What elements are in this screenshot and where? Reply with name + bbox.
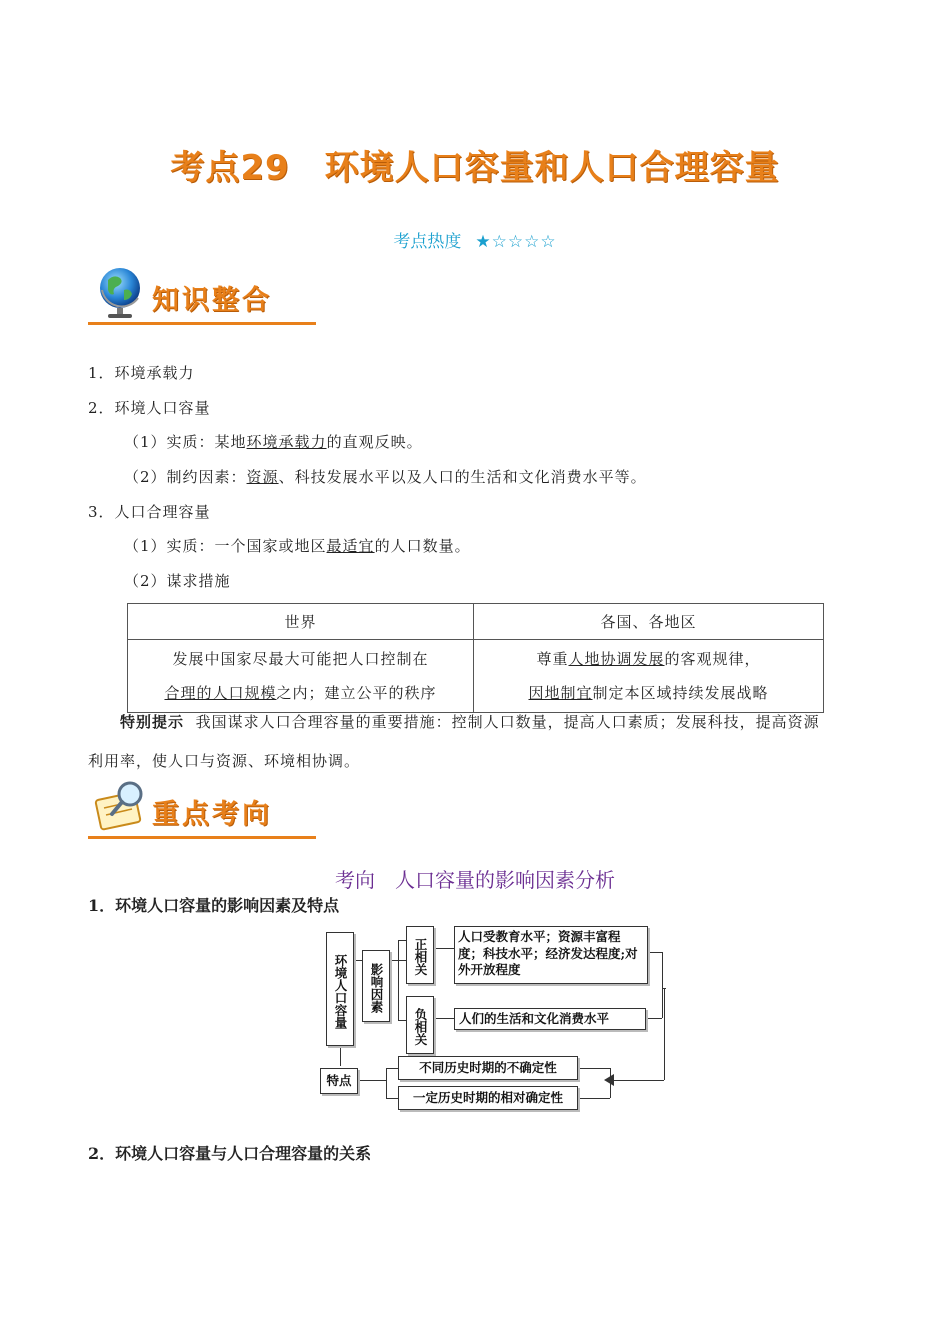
text-segment: 之内；建立公平的秩序: [276, 684, 437, 702]
special-tip: [120, 711, 820, 732]
cell-line: [129, 676, 472, 710]
knowledge-item-3-1: [124, 535, 471, 556]
section-rule: [88, 836, 316, 839]
focus-heading-2: 2．环境人口容量与人口合理容量的关系: [88, 1144, 372, 1163]
focus-subtitle: 考向 人口容量的影响因素分析: [335, 868, 615, 892]
knowledge-item-3: 3．人口合理容量: [88, 503, 211, 521]
text-segment: 制定本区域持续发展战略: [592, 684, 769, 702]
star-rating: ★☆☆☆☆: [475, 232, 557, 252]
section-title: 知识整合: [152, 285, 272, 316]
table-cell-regions: [474, 640, 824, 713]
text-segment: （1）实质：某地: [124, 433, 247, 451]
text-segment: 的人口数量。: [374, 537, 471, 555]
magnifier-notebook-icon: [94, 778, 150, 838]
page-title: 考点29 环境人口容量和人口合理容量: [170, 148, 780, 188]
table-cell-world: [128, 640, 474, 713]
text-segment: 、科技发展水平以及人口的生活和文化消费水平等。: [278, 468, 647, 486]
heat-rating: [0, 227, 950, 252]
special-tip-cont: 利用率，使人口与资源、环境相协调。: [88, 752, 361, 770]
diagram-box-negative: 负相关: [406, 996, 434, 1054]
connector: [432, 948, 454, 949]
table-header-row: [128, 604, 824, 640]
underlined-term: 因地制宜: [528, 684, 593, 702]
knowledge-item-1: 1．环境承载力: [88, 364, 195, 382]
connector: [398, 940, 399, 1020]
section-rule: [88, 322, 316, 325]
connector: [662, 952, 663, 1018]
text-segment: 尊重: [536, 650, 569, 668]
diagram-box-negative-factors: 人们的生活和文化消费水平: [454, 1008, 646, 1030]
globe-icon: [94, 264, 146, 324]
focus-heading-1: 1．环境人口容量的影响因素及特点: [88, 896, 340, 915]
knowledge-item-3-2: （2）谋求措施: [124, 572, 231, 590]
underlined-term: 人地协调发展: [568, 650, 665, 668]
text-segment: （1）实质：一个国家或地区: [124, 537, 327, 555]
underlined-term: 资源: [246, 468, 279, 486]
tip-label: 特别提示: [120, 713, 185, 731]
diagram-box-positive: 正相关: [406, 926, 434, 984]
cell-line: [475, 676, 822, 710]
diagram-box-factors: 影响因素: [362, 950, 390, 1022]
connector: [644, 1018, 662, 1019]
connector: [610, 1080, 664, 1081]
text-segment: 的直观反映。: [326, 433, 423, 451]
measures-table: [127, 603, 824, 713]
cell-line: [475, 642, 822, 676]
section-title: 重点考向: [152, 799, 272, 830]
diagram-box-root: 环境人口容量: [326, 932, 354, 1046]
underlined-term: 最适宜: [326, 537, 375, 555]
knowledge-item-2-1: [124, 431, 423, 452]
connector: [578, 1068, 610, 1069]
table-header-cell: 各国、各地区: [474, 604, 824, 640]
heat-label: 考点热度: [393, 232, 462, 252]
connector: [358, 1080, 386, 1081]
underlined-term: 环境承载力: [246, 433, 327, 451]
connector: [664, 988, 665, 1080]
underlined-term: 合理的人口规模: [164, 684, 277, 702]
connector: [398, 1020, 406, 1021]
connector: [578, 1098, 610, 1099]
connector: [432, 1018, 454, 1019]
table-row: [128, 640, 824, 713]
section-header-knowledge: [88, 264, 316, 328]
cell-line: 发展中国家尽最大可能把人口控制在: [172, 650, 429, 668]
connector: [398, 940, 406, 941]
arrow-left-icon: [604, 1074, 614, 1086]
table-header-cell: 世界: [128, 604, 474, 640]
text-segment: （2）制约因素：: [124, 468, 247, 486]
section-header-focus: [88, 778, 316, 842]
knowledge-item-2-2: [124, 466, 647, 487]
connector: [386, 1098, 398, 1099]
knowledge-item-2: 2．环境人口容量: [88, 399, 211, 417]
tip-text: 我国谋求人口合理容量的重要措施：控制人口数量，提高人口素质；发展科技，提高资源: [195, 713, 820, 731]
diagram-box-feature-1: 不同历史时期的不确定性: [398, 1056, 578, 1080]
factor-diagram: [318, 922, 668, 1114]
connector: [386, 1068, 387, 1098]
connector: [386, 1068, 398, 1069]
diagram-box-feature: 特点: [320, 1068, 358, 1094]
diagram-box-feature-2: 一定历史时期的相对确定性: [398, 1086, 578, 1110]
diagram-box-positive-factors: 人口受教育水平；资源丰富程度；科技水平；经济发达程度;对外开放程度: [454, 926, 648, 984]
text-segment: 的客观规律，: [664, 650, 761, 668]
